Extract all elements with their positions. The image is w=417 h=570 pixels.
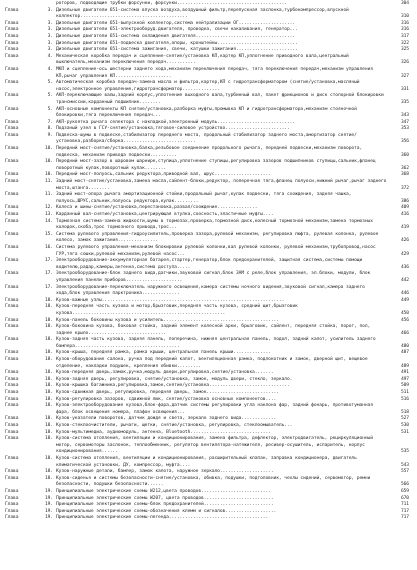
page-number: 527 (400, 416, 409, 422)
chapter-label: Глава (5, 455, 19, 461)
toc-entry (0, 357, 409, 370)
chapter-label: Глава (5, 33, 19, 39)
toc-entry (0, 192, 409, 205)
chapter-number: 18. (44, 390, 53, 396)
page-number: 557 (400, 469, 409, 475)
chapter-number: 19. (44, 515, 53, 521)
chapter-number: 11. (44, 179, 53, 185)
entry-title: Система рулевого управления-гидроусилитель,проверка зазора,рулевой механизм, регулировка люфта, рулевая колонка, рулевое колесо, замок зажигания............... (56, 231, 379, 244)
chapter-label: Глава (5, 271, 19, 277)
chapter-label: Глава (5, 317, 19, 323)
page-number: 386 (400, 198, 409, 204)
chapter-label: Глава (5, 508, 19, 514)
entry-title: Принципиальные электрические схемы-легенда..................................... (56, 515, 269, 521)
chapter-number: 19. (44, 508, 53, 514)
toc-entry (0, 159, 409, 172)
chapter-label: Глава (5, 93, 19, 99)
entry-title: Подзаный узел в ГСУ-снятие/установка,тяговое-силовое устройство........................ (56, 126, 290, 132)
toc-entry (0, 232, 409, 245)
chapter-label: Глава (5, 66, 19, 72)
chapter-number: 18. (44, 455, 53, 461)
toc-entry (0, 146, 409, 159)
chapter-number: 18. (44, 304, 53, 310)
entry-title: АКП-рукоятка рычага селектора с накладкой,электронный модуль............................. (56, 119, 296, 125)
chapter-label: Глава (5, 403, 19, 409)
chapter-number: 18. (44, 416, 53, 422)
entry-title: Кузов-мультимедиа, аудиомодуль, антенна, Bluetooth.............................. (56, 429, 271, 435)
chapter-number: 18. (44, 317, 53, 323)
chapter-number: 5. (47, 93, 53, 99)
page-number: 331 (400, 86, 409, 92)
toc-entry (0, 489, 409, 496)
chapter-number: 18. (44, 350, 53, 356)
chapter-label: Глава (5, 515, 19, 521)
entry-title: Кузов-сдвижная дверь, регулировка, передняя дверь, замок........................... (56, 390, 279, 396)
chapter-label: Глава (5, 132, 19, 138)
entry-title: Кузов-панель боковины кузова и усилитель........................................... (56, 317, 279, 323)
page-number: 497 (400, 376, 409, 382)
entry-title: Система рулевого управления-механизм блокировки рулевой колонки,вал рулевой колонки, рулевой механизм,трубопровод,насос ГУР,тяга сошки,рулевой механизм,рулевой насос... (56, 244, 376, 257)
entry-title: Принципиальные электрические схемы-обозначения клемм и сигналов................... (56, 508, 277, 514)
toc-entry (0, 34, 409, 41)
toc-entry (0, 47, 409, 54)
chapter-label: Глава (5, 396, 19, 402)
entry-title: Кузов-система отопления, вентиляции и кондиционирования, расширительный клапан, заправка кондиционера, двигатель климатической установки, ДУ, компрессор, муфта.... (56, 455, 357, 468)
page-number: 487 (400, 350, 409, 356)
page-number: 304 (400, 1, 409, 6)
chapter-number: 18. (44, 396, 53, 402)
page-number: 509 (400, 383, 409, 389)
toc-entry (0, 1, 409, 8)
toc-list (0, 1, 409, 522)
page-number: 531 (400, 429, 409, 435)
chapter-number: 18. (44, 370, 53, 376)
page-number: 566 (400, 482, 409, 488)
chapter-number: 19. (44, 502, 53, 508)
page-number: 670 (400, 495, 409, 501)
chapter-number: 3. (47, 33, 53, 39)
chapter-number: 18. (44, 383, 53, 389)
entry-title: Кузов-задняя часть кузова, задняя панель, поперечина, нижняя центральная панель, подол, задний капот, усилитель заднего бампера....................................... (56, 337, 376, 349)
chapter-label: Глава (5, 297, 19, 303)
chapter-number: 3. (47, 27, 53, 33)
page-number: 362 (400, 165, 409, 171)
toc-entry (0, 324, 409, 337)
chapter-label: Глава (5, 244, 19, 250)
toc-entry (0, 67, 409, 80)
entry-title: Задний мост-снятие/установка,замена масла,сайлент-блоки,редуктор, поперечная тяга,фланец полуоси,нижний рычаг,рычаг заднего моста,штанга........ (56, 179, 387, 191)
toc-entry (0, 107, 409, 120)
chapter-number: 15. (44, 231, 53, 237)
entry-title: Кузов-стеклоочистители, рычаги, щетки, снятие/установка, регулировка, стеклоомыватель... (56, 423, 293, 428)
entry-title: Кузов-крыша, передняя рамка, рамка крыши, центральная панель крыши.............. (56, 350, 271, 356)
toc-entry (0, 337, 409, 350)
entry-title: Кузов-указатели поворотов, датчик дождя и света, зеркало заднего вида............. (56, 416, 277, 422)
chapter-number: 17. (44, 284, 53, 290)
entry-title: Карданный вал-снятие/установка,центрирующая втулка,соосность,эластичные муфты.... (56, 212, 274, 217)
page-number: 449 (400, 297, 409, 303)
toc-entry (0, 93, 409, 106)
entry-title: Кузов-наружные детали, бампер, замок капота, наружное зеркало.................... (56, 469, 274, 475)
chapter-number: 3. (47, 20, 53, 26)
entry-title: Подвеска-шумы в подвеске,стабилизатор переднего моста, продольный стабилизатор заднего моста,амортизатор снятие/установка,разборка/сборка........................... (56, 132, 357, 145)
entry-title: Дизельные двигатели 651-система зажигания, свечи, катушки зажигания....................... (56, 47, 298, 53)
chapter-number: 18. (44, 324, 53, 330)
chapter-number: 17. (44, 271, 53, 277)
page-number: 316 (400, 27, 409, 33)
page-number: 659 (400, 488, 409, 494)
chapter-number: 18. (44, 297, 53, 303)
toc-entry (0, 456, 409, 469)
entry-title: Кузов-передняя дверь,замок,ручка,модуль двери,регулировка,снятие/установка....... (56, 370, 274, 376)
chapter-number: 9. (47, 132, 53, 138)
page-number: 491 (400, 370, 409, 376)
chapter-label: Глава (5, 488, 19, 494)
toc-entry (0, 416, 409, 423)
toc-entry (0, 285, 409, 298)
chapter-label: Глава (5, 337, 19, 343)
page-number: 530 (400, 423, 409, 428)
chapter-label: Глава (5, 390, 19, 396)
page-number: 335 (400, 99, 409, 105)
chapter-number: 3. (47, 7, 53, 13)
chapter-number: 18. (44, 423, 53, 428)
chapter-label: Глава (5, 370, 19, 376)
entry-title: Кузов-сиденья и системы безопасности-снятие/установка, обивка, подушки, подголовник, чехлы сидений, сервомотор, ремни безопасности, подушки безопасности...... (56, 475, 371, 488)
entry-title: Автоматическая коробка передач-замена масла и фильтра,картер,КП с гидротрансформатором (снятие/установка,масляный насос,электронное управление,гидротрансформатор.............. (56, 80, 360, 92)
chapter-label: Глава (5, 258, 19, 264)
chapter-label: Глава (5, 376, 19, 382)
page-number: 317 (400, 33, 409, 39)
page-number: 442 (400, 277, 409, 283)
page-number: 316 (400, 20, 409, 26)
entry-title: Дизельные двигатели 651-система впуска воздуха,воздушный фильтр,перепускная заслонка,турбокомпрессор,впускной коллектор........................................ (56, 7, 349, 20)
chapter-label: Глава (5, 146, 19, 152)
entry-title: Передний мост-полуось,сальник редуктора,приводной вал, шрус..................... (56, 172, 271, 178)
chapter-label: Глава (5, 27, 19, 33)
chapter-number: 18. (44, 376, 53, 382)
chapter-label: Глава (5, 53, 19, 59)
entry-title: Передний мост-снятие/установка,балка,резьбовое соединение продольного рычага, передней подвески,механизм поворота, подвеска, механизм привода подвески.......... (56, 146, 363, 158)
chapter-number: 19. (44, 488, 53, 494)
chapter-number: 5. (47, 80, 53, 86)
entry-title: Механическая коробка передач и сцепление-снятие/установка КП,картер КП,уплотнение приводного вала,центральный выключатель,механизм переключения передач........... (56, 53, 349, 66)
page-number: 368 (400, 172, 409, 178)
page-number: 356 (400, 139, 409, 145)
toc-entry (0, 370, 409, 377)
chapter-label: Глава (5, 179, 19, 185)
chapter-label: Глава (5, 47, 19, 53)
chapter-label: Глава (5, 218, 19, 224)
entry-title: Дизельные двигатели 651-выпускной коллектор,система нейтрализации ОГ..................... (56, 20, 296, 26)
toc-entry (0, 212, 409, 219)
chapter-label: Глава (5, 357, 19, 363)
page-number: 466 (400, 330, 409, 336)
toc-entry (0, 179, 409, 192)
chapter-label: Глава (5, 436, 19, 442)
entry-title: Дизельные двигатели 651-система охлаждения двигателя..................................... (56, 33, 296, 39)
chapter-label: Глава (5, 475, 19, 481)
chapter-label: Глава (5, 192, 19, 198)
entry-title: Тормозная система-замена жидкости,шумы в тормозах,проверка,тормозной диск,колесный тормозной механизм,замена тормозных колодок,скоба,трос тормозного привода,трос... (56, 218, 373, 231)
toc-entry (0, 27, 409, 34)
entry-title: Кузов-передняя часть кузова и мотор,брызговик,передняя часть кузова, средний щит,брызговик кузова......................................................... (56, 304, 298, 316)
entry-title: Кузов-оборудование салона, ручка под передний капот, вентиляционная рамка, подлокотник и замок, дверной щит, вещевое отделение, накладки подушек, крепления обивки......... (56, 357, 368, 369)
chapter-label: Глава (5, 416, 19, 422)
entry-title: Колеса и шины-снятие/установка,перестановка,развал/схождение............... (56, 205, 258, 211)
page-number: 419 (400, 225, 409, 231)
chapter-label: Глава (5, 80, 19, 86)
page-number: 353 (400, 126, 409, 132)
chapter-label: Глава (5, 7, 19, 13)
chapter-label: Глава (5, 231, 19, 237)
toc-entry (0, 469, 409, 476)
chapter-label: Глава (5, 495, 19, 501)
chapter-label: Глава (5, 350, 19, 356)
chapter-number (42, 1, 56, 8)
chapter-label: Глава (5, 20, 19, 26)
entry-title: МКП и сцепление-ось шестерни заднего хода,механизм переключения передач, тяга переключения передач,механизм управления КП,рычаг управления КП..................... (56, 66, 373, 79)
toc-entry (0, 245, 409, 258)
entry-title: Принципиальные электрические схемы W212,цвета проводов.......................... (56, 488, 271, 494)
page-number: 543 (400, 462, 409, 468)
chapter-number: 3. (47, 47, 53, 53)
chapter-number: 10. (44, 159, 53, 165)
chapter-number: 10. (44, 172, 53, 178)
entry-title: Задний мост-опора рычага амортизационной стойки,продольный рычаг,кулак подвески, тяга схождения, задняя чашка, полуось,ШРУС,сальник,полуось редуктора,кулак......... (56, 192, 352, 204)
chapter-number: 18. (44, 357, 53, 363)
page-number: 416 (400, 212, 409, 217)
toc-entry (0, 219, 409, 232)
chapter-number: 10. (44, 146, 53, 152)
toc-entry (0, 476, 409, 489)
chapter-number: 3. (47, 40, 53, 46)
chapter-label: Глава (5, 469, 19, 475)
toc-entry (0, 502, 409, 509)
chapter-number: 18. (44, 403, 53, 409)
toc-entry (0, 258, 409, 271)
entry-title: Передний мост-зазор в шаровом шарнире,ступица,уплотнение ступицы,регулировка зазоров подшипников ступицы,сальник,фланец поворотный кулак,поворотный кулак........ (56, 159, 376, 171)
entry-title: Электрооборудование-аккумуляторная батарея,стартер,генератор,блок предохранителей, защитная система,системы помощи водителю,радар,камеры,антенна,система доступа..... (56, 258, 363, 270)
page-number: 456 (400, 317, 409, 323)
entry-title: Кузов-электрооборудование кузова,блок-фара,датчик системы регулировки угла наклона фар, задний фонарь, противотуманная фара, блок освещения номера, плафон освещения... (56, 403, 373, 415)
toc-entry (0, 423, 409, 430)
chapter-label: Глава (5, 205, 19, 211)
page-number: 511 (400, 390, 409, 396)
entry-title: АКП-переключающие валы,задний корпус,уплотнение выходного вала,турбинный вал, пакет фрикционов и диск стопорной блокировки трансмиссии,карданный подшипник........ (56, 93, 384, 105)
entry-title: Дизельные двигатели 651-электрооборуд.двигателя, проводка, свечи накаливания, генератор... (56, 27, 298, 33)
entry-title: Кузов-задняя дверь, регулировка, снятие/установка, замок, модуль двери, стекло, зеркало. (56, 376, 293, 382)
page-number: 717 (400, 515, 409, 521)
chapter-number: 18. (44, 469, 53, 475)
toc-entry (0, 271, 409, 284)
chapter-number: 18. (44, 436, 53, 442)
chapter-label: Глава (5, 40, 19, 46)
page-number: 372 (400, 185, 409, 191)
entry-title: Кузов-система отопления, вентиляции и кондиционирования, замена фильтра, дефлектор, электродвигатель, рециркуляционный мотор, сервомоторы заслонок, теплообменник, регулятор вентилятора-натяжителя, ресивер-осушитель, испаритель, корпус кондиционирования...... (56, 436, 373, 455)
page-number: 535 (400, 449, 409, 455)
page-number: 436 (400, 264, 409, 270)
chapter-number: 7. (47, 119, 53, 125)
toc-entry (0, 304, 409, 317)
chapter-label: Глава (5, 429, 19, 435)
toc-entry (0, 390, 409, 397)
chapter-label: Глава (5, 324, 19, 330)
page-number: 409 (400, 205, 409, 211)
toc-entry (0, 54, 409, 67)
chapter-number: 12. (44, 205, 53, 211)
entry-title: Принципиальные электрические схемы-блок предохранителей.......................... (56, 502, 274, 508)
chapter-number: 17. (44, 258, 53, 264)
entry-title: Принципиальные электрические схемы W207, цвета проводов.......................... (56, 495, 274, 501)
entry-title: АКП-основные компоненты КП снятие/установка,разборка муфты,промывка КП и гидротрансформатора,механизм стояночной блокировки,тяга переключения передач... (56, 106, 357, 119)
chapter-number: 13. (44, 212, 53, 217)
page-number: 480 (400, 343, 409, 349)
chapter-label (0, 1, 42, 8)
entry-title: Кузов-крышка багажника,регулировка,замок,снятие/установка.............................. (56, 383, 290, 389)
chapter-number: 11. (44, 192, 53, 198)
chapter-number: 18. (44, 429, 53, 435)
page-number: 450 (400, 310, 409, 316)
chapter-number: 19. (44, 495, 53, 501)
chapter-label: Глава (5, 502, 19, 508)
entry-title: роторов, подводящие трубки форсунки, форсунки......................................... (56, 1, 287, 6)
chapter-number: 5. (47, 106, 53, 112)
chapter-label: Глава (5, 172, 19, 178)
page-number: 347 (400, 119, 409, 125)
entry-title: Электрооборудование-блок заднего вида,датчики,звуковой сигнал,блок ЗАМ с реле,блок управления, эл.блоки, модули, блок управления панели приборов..................... (56, 271, 371, 283)
page-number: 325 (400, 47, 409, 53)
page-number: 310 (400, 14, 409, 20)
chapter-label: Глава (5, 212, 19, 217)
page-number: 322 (400, 40, 409, 46)
chapter-number: 18. (44, 337, 53, 343)
chapter-label: Глава (5, 126, 19, 132)
chapter-number: 16. (44, 244, 53, 250)
page-number: 711 (400, 502, 409, 508)
page-number: 343 (400, 113, 409, 119)
toc-entry (0, 8, 409, 21)
chapter-label: Глава (5, 284, 19, 290)
page-number: 717 (400, 508, 409, 514)
entry-title: Кузов-важные узлы.................................................................... (56, 297, 285, 303)
page-number: 360 (400, 152, 409, 158)
chapter-number: 4. (47, 53, 53, 59)
toc-entry (0, 126, 409, 133)
chapter-number: 8. (47, 126, 53, 132)
entry-title: Электрооборудование-переключатель наружного освещения,камера системы ночного видения,звуковой сигнал,камера заднего хода,блок управления парктроника.............. (56, 284, 365, 297)
page-number: 489 (400, 363, 409, 369)
toc-entry (0, 133, 409, 146)
page-number: 518 (400, 409, 409, 415)
toc-entry (0, 80, 409, 93)
entry-title: Кузов-боковина кузова, боковая стойка, задний элемент колесной арки, брызговик, сайлент, передняя стойка, порог, пол, заднее крыло............................. (56, 324, 371, 336)
toc-entry (0, 403, 409, 416)
chapter-label: Глава (5, 159, 19, 165)
chapter-label: Глава (5, 383, 19, 389)
page-number: 446 (400, 291, 409, 297)
chapter-label: Глава (5, 304, 19, 310)
chapter-label: Глава (5, 119, 19, 125)
entry-title: Дизельные двигатели 651-подвеска двигателя,опоры, кронштейны.............................. (56, 40, 298, 46)
chapter-label: Глава (5, 423, 19, 428)
page-number: 326 (400, 60, 409, 66)
toc-entry (0, 515, 409, 522)
chapter-number: 18. (44, 475, 53, 481)
chapter-label: Глава (5, 106, 19, 112)
toc-entry (0, 205, 409, 212)
page-number: 429 (400, 251, 409, 257)
entry-title: Кузов-регулировка зазоров, сдвижной люк, снятие/установка основных компонентов.... (56, 396, 277, 402)
page-number: 516 (400, 396, 409, 402)
chapter-number: 14. (44, 218, 53, 224)
page-number: 426 (400, 238, 409, 244)
chapter-number: 4. (47, 66, 53, 72)
toc-entry (0, 436, 409, 456)
page-number: 327 (400, 73, 409, 79)
